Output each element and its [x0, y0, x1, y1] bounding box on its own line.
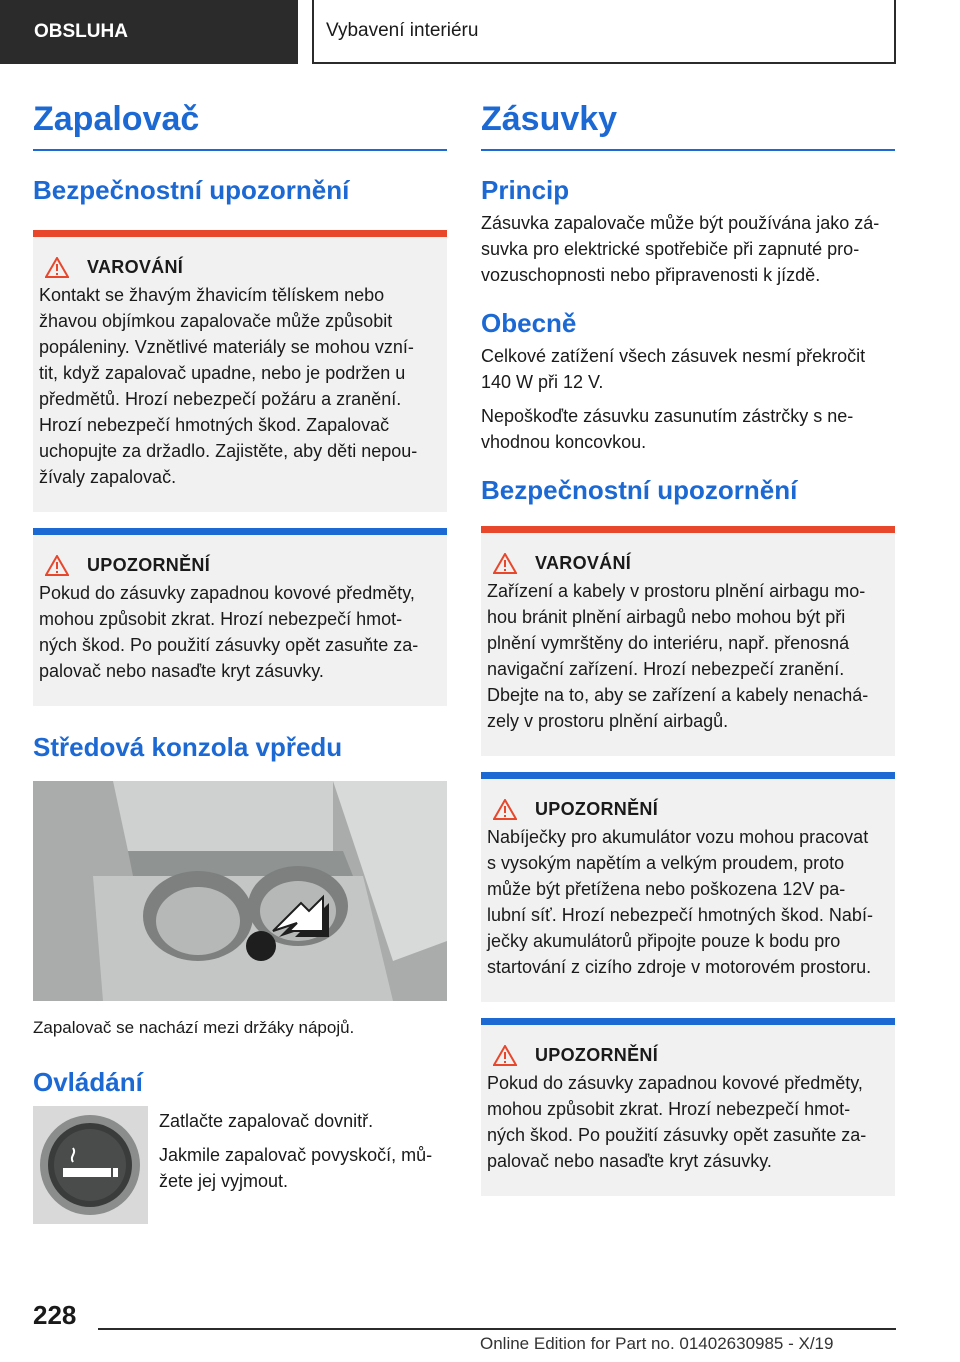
- warning-text-line: navigační zařízení. Hrozí nebezpečí zranění.: [487, 659, 845, 679]
- cigarette-lighter-icon: [33, 1106, 148, 1224]
- warning-text-line: Kontakt se žhavým žhavicím tělískem nebo: [39, 285, 385, 305]
- warning-label: VAROVÁNÍ: [87, 257, 184, 277]
- warning-text-line: žhavou objímkou zapalovače může způsobit: [39, 311, 393, 331]
- left-column: [33, 100, 447, 1224]
- notice-text-line: lubní síť. Hrozí nebezpečí hmotných škod. Nabí‐: [487, 905, 873, 925]
- header-section-label: OBSLUHA: [34, 21, 128, 42]
- header-chapter: [312, 0, 896, 64]
- notice-text-line: s vysokým napětím a velkým proudem, proto: [487, 853, 845, 873]
- notice-text-line: může být přetížena nebo poškozena 12V pa‐: [487, 879, 846, 899]
- notice-text-line: mohou způsobit zkrat. Hrozí nebezpečí hmot‐: [39, 609, 403, 629]
- general-line: Nepoškoďte zásuvku zasunutím zástrčky s ne‐: [481, 406, 854, 426]
- warning-triangle-icon: [493, 1045, 517, 1066]
- warning-text-line: předmětů. Hrozí nebezpečí požáru a zranění.: [39, 389, 402, 409]
- warning-triangle-icon: [45, 555, 69, 576]
- footer-divider: [98, 1328, 896, 1330]
- operation-step-2-line: žete jej vyjmout.: [159, 1171, 289, 1191]
- photo-caption: Zapalovač se nachází mezi držáky nápojů.: [33, 1018, 355, 1037]
- page-number: 228: [33, 1300, 77, 1330]
- principle-line: suvka pro elektrické spotřebiče při zapnuté pro‐: [481, 239, 860, 259]
- warning-label: VAROVÁNÍ: [535, 553, 632, 573]
- section-title-sockets: Zásuvky: [481, 100, 895, 151]
- operation-heading: Ovládání: [33, 1067, 143, 1097]
- notice-text-line: ných škod. Po použití zásuvky opět zasuňte za‐: [487, 1125, 867, 1145]
- general-heading: Obecně: [481, 308, 577, 338]
- footer-edition: Online Edition for Part no. 01402630985 - X/19: [480, 1334, 834, 1353]
- principle-heading: Princip: [481, 175, 570, 205]
- notice-text-line: Pokud do zásuvky zapadnou kovové předměty,: [39, 583, 415, 603]
- notice-text-line: palovač nebo nasaďte kryt zásuvky.: [487, 1151, 772, 1171]
- section-title-lighter: Zapalovač: [33, 100, 447, 151]
- console-heading: Středová konzola vpředu: [33, 732, 343, 762]
- operation-step-1: Zatlačte zapalovač dovnitř.: [159, 1111, 374, 1131]
- warning-box-sockets: [481, 526, 895, 756]
- warning-box-lighter: [33, 230, 447, 512]
- general-line: 140 W při 12 V.: [481, 372, 604, 392]
- header-section: [0, 0, 298, 64]
- header-chapter-label: Vybavení interiéru: [326, 20, 479, 41]
- notice-text-line: startování z cizího zdroje v motorovém prostoru.: [487, 957, 872, 977]
- notice-text-line: ječky akumulátorů připojte pouze k bodu pro: [487, 931, 841, 951]
- warning-text-line: Zařízení a kabely v prostoru plnění airbagu mo‐: [487, 581, 866, 601]
- notice-text-line: palovač nebo nasaďte kryt zásuvky.: [39, 661, 324, 681]
- notice-box-metal-objects: [481, 1018, 895, 1196]
- center-console-photo: [33, 781, 447, 1001]
- warning-text-line: uchopujte za držadlo. Zajistěte, aby děti nepou‐: [39, 441, 418, 461]
- safety-heading-left: Bezpečnostní upozornění: [33, 175, 350, 205]
- principle-line: Zásuvka zapalovače může být používána jako zá‐: [481, 213, 880, 233]
- warning-text-line: popáleniny. Vznětlivé materiály se mohou vzní‐: [39, 337, 414, 357]
- warning-triangle-icon: [45, 257, 69, 278]
- warning-text-line: tit, když zapalovač upadne, nebo je podržen u: [39, 363, 406, 383]
- warning-text-line: Dbejte na to, aby se zařízení a kabely nenachá‐: [487, 685, 869, 705]
- notice-box-lighter: [33, 528, 447, 706]
- notice-label: UPOZORNĚNÍ: [535, 799, 659, 819]
- general-line: Celkové zatížení všech zásuvek nesmí překročit: [481, 346, 866, 366]
- lighter-button-photo: [33, 1106, 148, 1224]
- right-column: [481, 100, 895, 1196]
- warning-text-line: Hrozí nebezpečí hmotných škod. Zapalovač: [39, 415, 390, 435]
- warning-text-line: zely v prostoru plnění airbagů.: [487, 711, 729, 731]
- notice-text-line: Nabíječky pro akumulátor vozu mohou pracovat: [487, 827, 869, 847]
- warning-triangle-icon: [493, 553, 517, 574]
- warning-text-line: žívaly zapalovač.: [39, 467, 177, 487]
- notice-box-chargers: [481, 772, 895, 1002]
- principle-line: vozuschopnosti nebo připravenosti k jízdě.: [481, 265, 821, 285]
- safety-heading-right: Bezpečnostní upozornění: [481, 475, 798, 505]
- warning-triangle-icon: [493, 799, 517, 820]
- general-line: vhodnou koncovkou.: [481, 432, 647, 452]
- notice-label: UPOZORNĚNÍ: [87, 555, 211, 575]
- warning-text-line: plnění vymrštěny do interiéru, např. přenosná: [487, 633, 850, 653]
- warning-text-line: hou bránit plnění airbagů nebo mohou být při: [487, 607, 846, 627]
- notice-text-line: ných škod. Po použití zásuvky opět zasuňte za‐: [39, 635, 419, 655]
- notice-label: UPOZORNĚNÍ: [535, 1045, 659, 1065]
- notice-text-line: mohou způsobit zkrat. Hrozí nebezpečí hmot‐: [487, 1099, 851, 1119]
- center-console-image: [33, 781, 447, 1001]
- operation-step-2-line: Jakmile zapalovač povyskočí, mů‐: [159, 1145, 433, 1165]
- notice-text-line: Pokud do zásuvky zapadnou kovové předměty,: [487, 1073, 863, 1093]
